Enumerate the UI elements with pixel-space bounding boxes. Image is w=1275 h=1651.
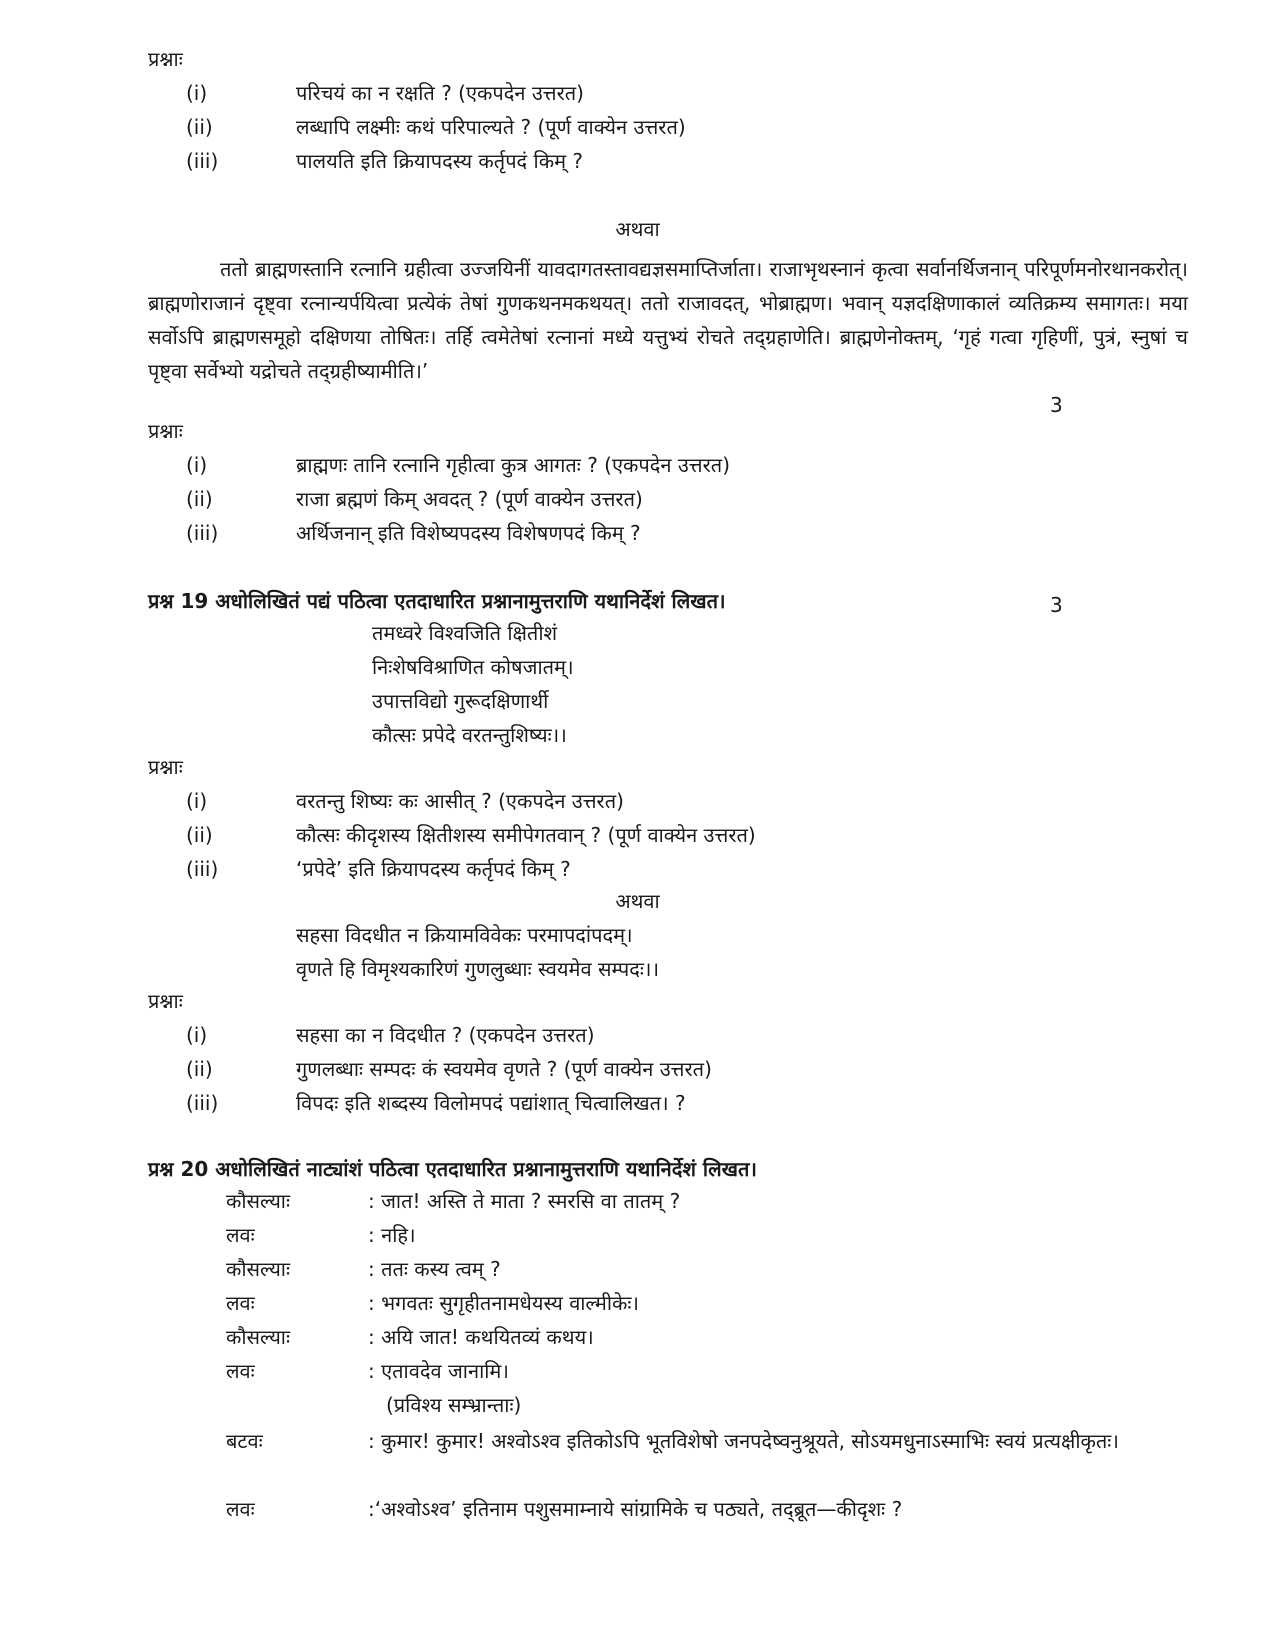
marks-label: 3 xyxy=(1050,593,1063,617)
question-20-heading: प्रश्न 20 अधोलिखितं नाट्यांशं पठित्वा एतदाधारित प्रश्नानामुत्तराणि यथानिर्देशं लिखत। xyxy=(148,1157,758,1181)
question-number: (i) xyxy=(186,81,208,105)
question-text: अर्थिजनान् इति विशेष्यपदस्य विशेषणपदं किम् ? xyxy=(296,521,641,545)
question-number: (ii) xyxy=(186,1057,213,1081)
athava-divider: अथवा xyxy=(615,217,660,241)
question-text: गुणलब्धाः सम्पदः कं स्वयमेव वृणते ? (पूर्ण वाक्येन उत्तरत) xyxy=(296,1057,712,1081)
speaker-name: लवः xyxy=(226,1359,255,1383)
question-19-heading: प्रश्न 19 अधोलिखितं पद्यं पठित्वा एतदाधारित प्रश्नानामुत्तराणि यथानिर्देशं लिखत। xyxy=(148,589,726,613)
question-text: ‘प्रपेदे’ इति क्रियापदस्य कर्तृपदं किम् ? xyxy=(296,857,571,881)
prashnah-label: प्रश्नाः xyxy=(148,419,183,443)
question-text: वरतन्तु शिष्यः कः आसीत् ? (एकपदेन उत्तरत) xyxy=(296,789,624,813)
question-text: विपदः इति शब्दस्य विलोमपदं पद्यांशात् चित्वालिखत। ? xyxy=(296,1091,686,1115)
speaker-name: कौसल्याः xyxy=(226,1257,291,1281)
prose-passage: ततो ब्राह्मणस्तानि रत्नानि ग्रहीत्वा उज्जयिनीं यावदागतस्तावद्यज्ञसमाप्तिर्जाता। राजाभृथस्नानं कृत्वा सर्वानर्थिजनान् परिपूर्णमनोरथानकरोत्। ब्राह्मणोराजानं दृष्ट्वा रत्नान्यर्पयित्वा प्रत्येकं तेषां गुणकथनमकथयत्। ततो राजावदत्, भोब्राह्मण। भवान् यज्ञदक्षिणाकालं व्यतिक्रम्य समागतः। मया सर्वोऽपि ब्राह्मणसमूहो दक्षिणया तोषितः। तर्हि त्वमेतेषां रत्नानां मध्ये यत्तुभ्यं रोचते तद्ग्रहाणेति। ब्राह्मणेनोक्तम्, ‘गृहं गत्वा गृहिणीं, पुत्रं, स्नुषां च पृष्ट्वा सर्वेभ्यो यद्रोचते तद्ग्रहीष्यामीति।’ xyxy=(148,257,1188,383)
dialogue-line: : भगवतः सुगृहीतनामधेयस्य वाल्मीकेः। xyxy=(368,1291,640,1315)
verse-line: निःशेषविश्राणित कोषजातम्। xyxy=(372,655,574,679)
question-number: (iii) xyxy=(186,857,219,881)
question-text: राजा ब्रह्मणं किम् अवदत् ? (पूर्ण वाक्येन उत्तरत) xyxy=(296,487,643,511)
dialogue-line: : अयि जात! कथयितव्यं कथय। xyxy=(368,1325,594,1349)
prashnah-label: प्रश्नाः xyxy=(148,989,183,1013)
question-text: कौत्सः कीदृशस्य क्षितीशस्य समीपेगतवान् ? (पूर्ण वाक्येन उत्तरत) xyxy=(296,823,756,847)
question-number: (i) xyxy=(186,453,208,477)
question-number: (ii) xyxy=(186,823,213,847)
dialogue-line: : नहि। xyxy=(368,1223,416,1247)
question-number: (ii) xyxy=(186,115,213,139)
dialogue-line: : जात! अस्ति ते माता ? स्मरसि वा तातम् ? xyxy=(368,1189,681,1213)
speaker-name: लवः xyxy=(226,1497,255,1521)
question-text: सहसा का न विदधीत ? (एकपदेन उत्तरत) xyxy=(296,1023,595,1047)
verse-line: वृणते हि विमृश्यकारिणं गुणलुब्धाः स्वयमेव सम्पदः।। xyxy=(296,957,660,981)
speaker-name: लवः xyxy=(226,1223,255,1247)
dialogue-line: : एतावदेव जानामि। xyxy=(368,1359,509,1383)
question-number: (iii) xyxy=(186,149,219,173)
dialogue-line: : कुमार! कुमार! अश्वोऽश्व इतिकोऽपि भूतविशेषो जनपदेष्वनुश्रूयते, सोऽयमधुनाऽस्माभिः स्वयं प्रत्यक्षीकृतः। xyxy=(368,1429,1119,1453)
question-number: (i) xyxy=(186,1023,208,1047)
verse-line: सहसा विदधीत न क्रियामविवेकः परमापदांपदम्। xyxy=(296,923,633,947)
question-text: परिचयं का न रक्षति ? (एकपदेन उत्तरत) xyxy=(296,81,584,105)
question-text: पालयति इति क्रियापदस्य कर्तृपदं किम् ? xyxy=(296,149,584,173)
prashnah-label: प्रश्नाः xyxy=(148,755,183,779)
speaker-name: कौसल्याः xyxy=(226,1325,291,1349)
question-number: (ii) xyxy=(186,487,213,511)
verse-line: कौत्सः प्रपेदे वरतन्तुशिष्यः।। xyxy=(372,723,567,747)
question-text: ब्राह्मणः तानि रत्नानि गृहीत्वा कुत्र आगतः ? (एकपदेन उत्तरत) xyxy=(296,453,730,477)
speaker-name: बटवः xyxy=(226,1429,263,1453)
question-text: लब्धापि लक्ष्मीः कथं परिपाल्यते ? (पूर्ण वाक्येन उत्तरत) xyxy=(296,115,686,139)
stage-direction: (प्रविश्य सम्भ्रान्ताः) xyxy=(386,1393,522,1417)
dialogue-line: : ततः कस्य त्वम् ? xyxy=(368,1257,501,1281)
question-number: (iii) xyxy=(186,1091,219,1115)
verse-line: उपात्तविद्यो गुरूदक्षिणार्थी xyxy=(372,689,549,713)
question-number: (iii) xyxy=(186,521,219,545)
question-number: (i) xyxy=(186,789,208,813)
speaker-name: कौसल्याः xyxy=(226,1189,291,1213)
verse-line: तमध्वरे विश्वजिति क्षितीशं xyxy=(372,621,558,645)
dialogue-line: :‘अश्वोऽश्व’ इतिनाम पशुसमाम्नाये सांग्रामिके च पठ्यते, तद्ब्रूत—कीदृशः ? xyxy=(368,1497,903,1521)
athava-divider: अथवा xyxy=(615,889,660,913)
marks-label: 3 xyxy=(1050,393,1063,417)
speaker-name: लवः xyxy=(226,1291,255,1315)
prashnah-label: प्रश्नाः xyxy=(148,47,183,71)
